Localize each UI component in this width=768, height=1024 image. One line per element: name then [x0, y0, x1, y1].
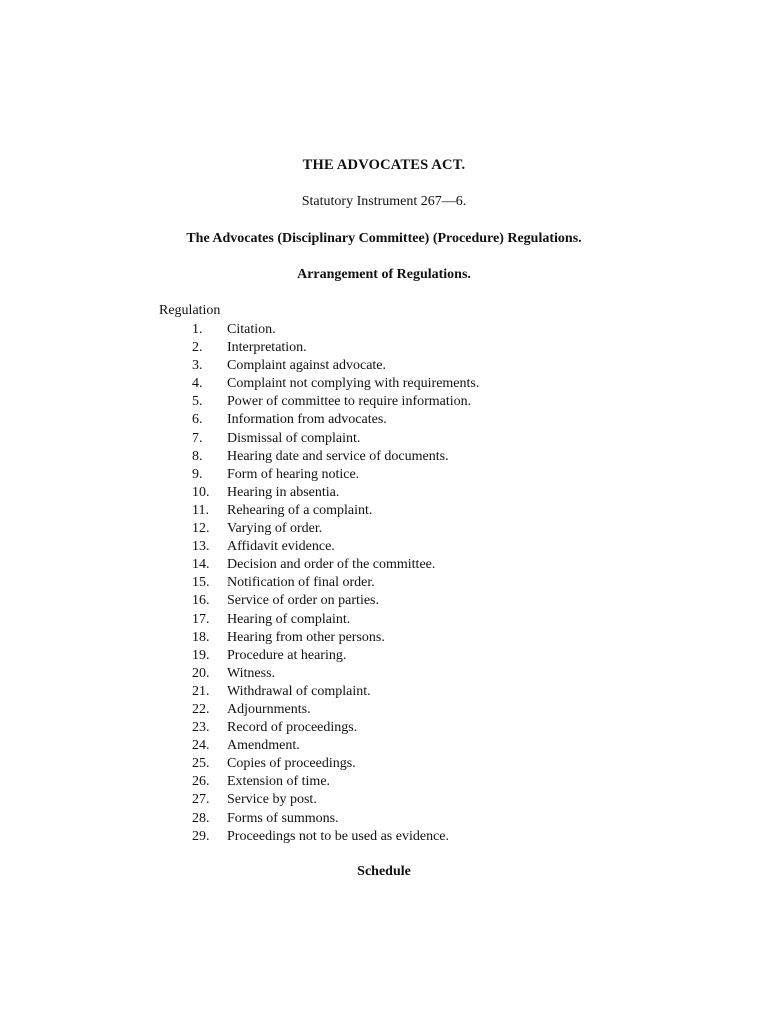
- list-item: [0, 448, 768, 466]
- list-item: [0, 411, 768, 429]
- regulation-number: 27.: [192, 792, 210, 808]
- arrangement-title: Arrangement of Regulations.: [297, 267, 471, 282]
- regulation-title: Notification of final order.: [227, 575, 375, 591]
- list-item: [0, 520, 768, 538]
- regulation-title: Witness.: [227, 665, 276, 681]
- regulation-number: 6.: [192, 412, 203, 428]
- regulation-title: Complaint against advocate.: [227, 358, 387, 374]
- regulation-number: 24.: [192, 738, 210, 754]
- list-item: [0, 375, 768, 393]
- regulation-title: Varying of order.: [227, 521, 323, 537]
- regulation-number: 18.: [192, 629, 210, 645]
- regulation-title: Decision and order of the committee.: [227, 557, 436, 573]
- regulation-title: Copies of proceedings.: [227, 756, 356, 772]
- regulation-list: [0, 321, 768, 846]
- regulation-number: 25.: [192, 756, 210, 772]
- list-item: [0, 629, 768, 647]
- regulation-title: Amendment.: [227, 738, 300, 754]
- regulation-number: 9.: [192, 466, 203, 482]
- regulation-title: Service by post.: [227, 792, 317, 808]
- regulation-title: Affidavit evidence.: [227, 539, 335, 555]
- regulation-title: Adjournments.: [227, 701, 311, 717]
- regulation-number: 17.: [192, 611, 210, 627]
- list-item: [0, 321, 768, 339]
- regulation-number: 23.: [192, 720, 210, 736]
- list-item: [0, 737, 768, 755]
- statutory-instrument-line: Statutory Instrument 267—6.: [301, 194, 467, 209]
- list-item: [0, 755, 768, 773]
- regulation-number: 3.: [192, 358, 203, 374]
- regulation-title: Procedure at hearing.: [227, 647, 347, 663]
- regulation-number: 28.: [192, 810, 210, 826]
- list-item: [0, 773, 768, 791]
- regulation-number: 4.: [192, 376, 203, 392]
- regulation-number: 15.: [192, 575, 210, 591]
- regulation-title: Complaint not complying with requirements.: [227, 376, 480, 392]
- list-item: [0, 683, 768, 701]
- regulation-number: 10.: [192, 484, 210, 500]
- regulation-title: Interpretation.: [227, 340, 307, 356]
- regulation-number: 14.: [192, 557, 210, 573]
- list-item: [0, 339, 768, 357]
- list-item: [0, 556, 768, 574]
- regulations-title: The Advocates (Disciplinary Committee) (Procedure) Regulations.: [186, 231, 582, 246]
- regulation-number: 20.: [192, 665, 210, 681]
- regulation-title: Extension of time.: [227, 774, 331, 790]
- list-item: [0, 810, 768, 828]
- regulation-number: 2.: [192, 340, 203, 356]
- regulation-title: Record of proceedings.: [227, 720, 358, 736]
- list-item: [0, 791, 768, 809]
- regulation-title: Power of committee to require information.: [227, 394, 472, 410]
- regulation-title: Citation.: [227, 322, 276, 337]
- regulation-title: Hearing in absentia.: [227, 484, 340, 500]
- list-item: [0, 393, 768, 411]
- list-item: [0, 357, 768, 375]
- regulation-number: 19.: [192, 647, 210, 663]
- list-item: [0, 665, 768, 683]
- list-item: [0, 647, 768, 665]
- regulation-title: Proceedings not to be used as evidence.: [227, 828, 449, 844]
- regulation-number: 22.: [192, 701, 210, 717]
- list-item: [0, 502, 768, 520]
- list-item: [0, 701, 768, 719]
- list-item: [0, 430, 768, 448]
- regulation-number: 1.: [192, 322, 203, 337]
- regulation-title: Dismissal of complaint.: [227, 430, 361, 446]
- regulation-title: Hearing from other persons.: [227, 629, 385, 645]
- regulation-column-heading: Regulation: [159, 303, 221, 318]
- schedule-heading: Schedule: [357, 864, 411, 879]
- regulation-title: Hearing of complaint.: [227, 611, 351, 627]
- list-item: [0, 828, 768, 846]
- list-item: [0, 719, 768, 737]
- regulation-number: 8.: [192, 448, 203, 464]
- list-item: [0, 538, 768, 556]
- regulation-title: Rehearing of a complaint.: [227, 502, 373, 518]
- list-item: [0, 574, 768, 592]
- regulation-title: Form of hearing notice.: [227, 466, 360, 482]
- regulation-title: Forms of summons.: [227, 810, 339, 826]
- regulation-title: Service of order on parties.: [227, 593, 379, 609]
- list-item: [0, 466, 768, 484]
- regulation-title: Information from advocates.: [227, 412, 387, 428]
- act-title: THE ADVOCATES ACT.: [302, 157, 466, 173]
- regulation-number: 21.: [192, 683, 210, 699]
- regulation-number: 7.: [192, 430, 203, 446]
- regulation-number: 5.: [192, 394, 203, 410]
- regulation-title: Withdrawal of complaint.: [227, 683, 371, 699]
- list-item: [0, 484, 768, 502]
- regulation-number: 13.: [192, 539, 210, 555]
- regulation-number: 26.: [192, 774, 210, 790]
- list-item: [0, 611, 768, 629]
- regulation-number: 12.: [192, 521, 210, 537]
- regulation-number: 11.: [192, 502, 209, 518]
- regulation-title: Hearing date and service of documents.: [227, 448, 449, 464]
- regulation-number: 29.: [192, 828, 210, 844]
- regulation-number: 16.: [192, 593, 210, 609]
- list-item: [0, 592, 768, 610]
